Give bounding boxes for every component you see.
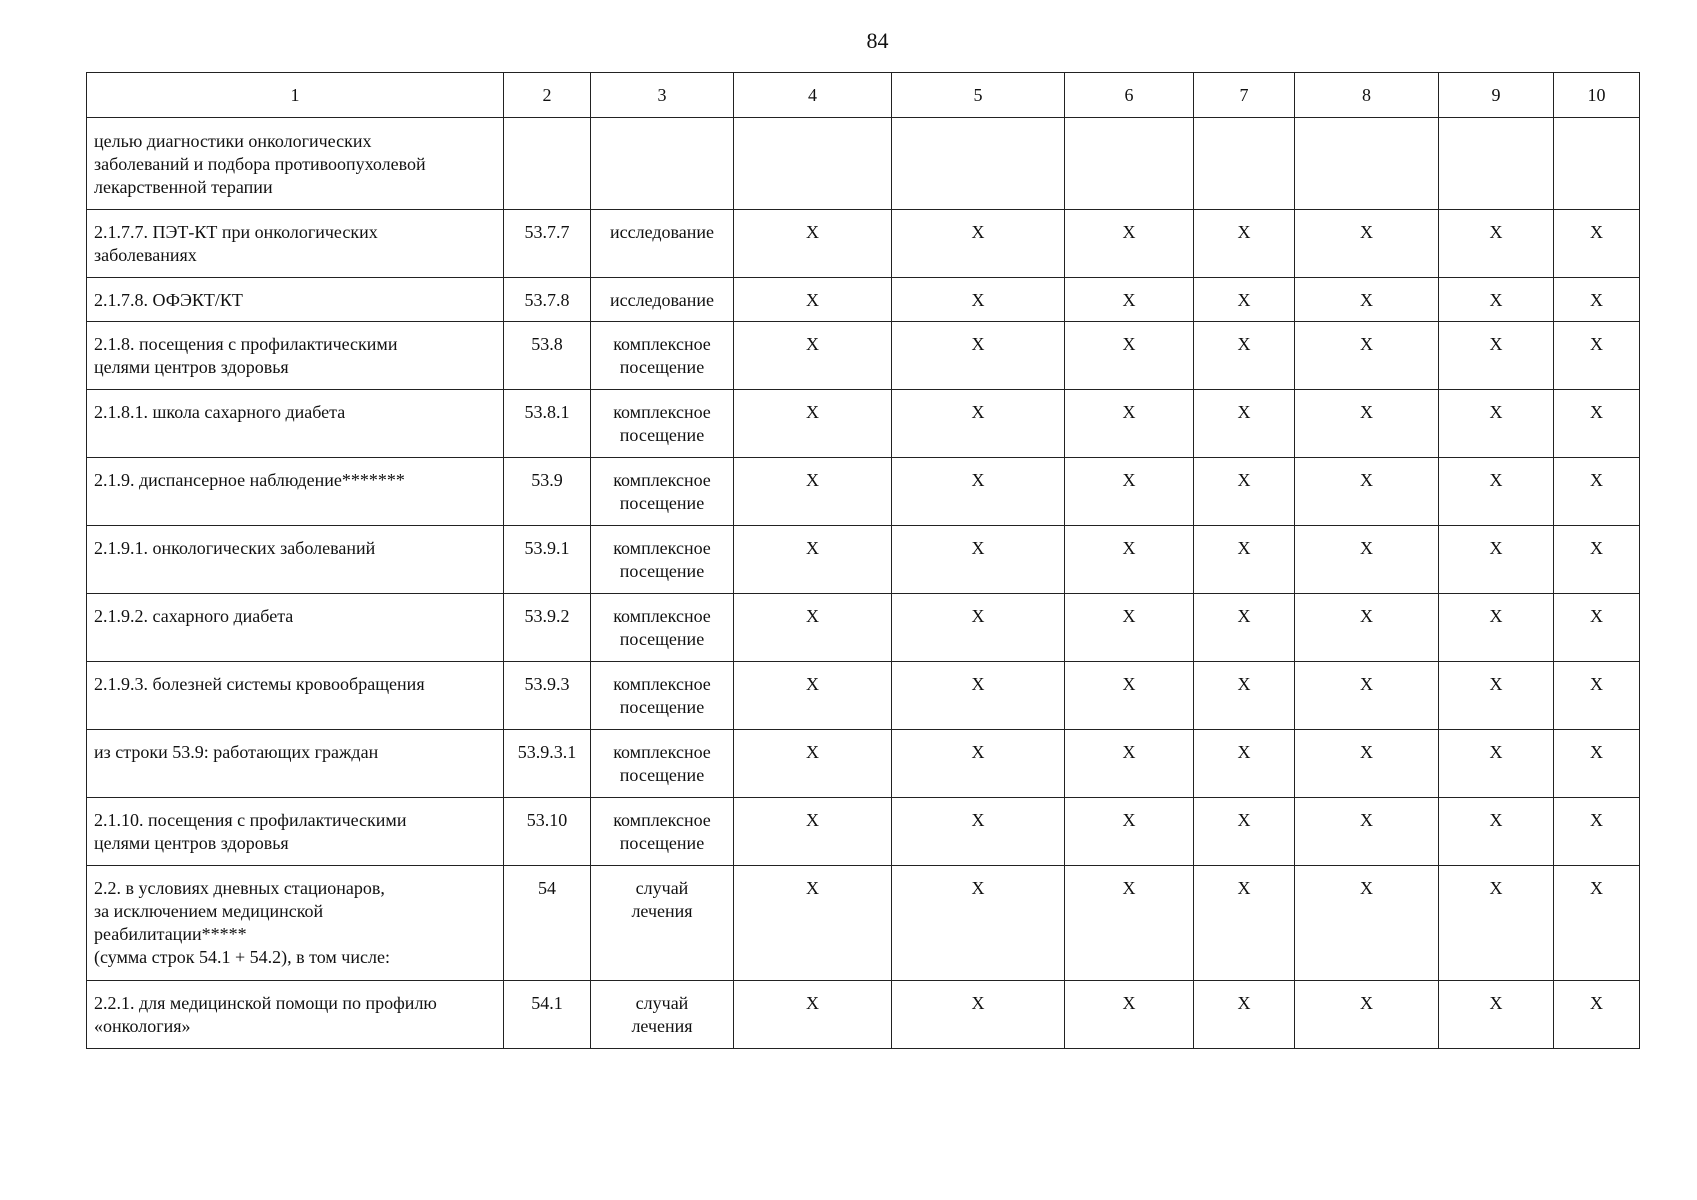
row-value-cell: X [1554, 322, 1640, 390]
row-name: 2.1.7.8. ОФЭКТ/КТ [94, 290, 243, 310]
column-header: 10 [1554, 73, 1640, 118]
row-name: 2.1.10. посещения с профилактическими целями центров здоровья [94, 810, 407, 853]
table-row [87, 798, 1640, 866]
row-value-cell: X [734, 210, 892, 278]
table-row [87, 594, 1640, 662]
row-unit: комплексное посещение [613, 742, 711, 785]
row-value-cell: X [1439, 322, 1554, 390]
row-value-cell: X [1295, 662, 1439, 730]
row-value-cell: X [1554, 390, 1640, 458]
row-value-cell: X [1439, 866, 1554, 981]
row-value-cell: X [1194, 322, 1295, 390]
row-name: 2.1.8.1. школа сахарного диабета [94, 402, 346, 422]
row-name-cell [87, 458, 504, 526]
row-name: 2.2. в условиях дневных стационаров, за исключением медицинской реабилитации***** (сумма строк 54.1 + 54.2), в том числе: [94, 878, 390, 967]
row-value-cell: X [892, 210, 1065, 278]
row-value-cell: X [1194, 210, 1295, 278]
row-value-cell: X [1439, 981, 1554, 1049]
row-value-cell: X [1554, 210, 1640, 278]
row-name-cell [87, 981, 504, 1049]
row-value-cell: X [1065, 390, 1194, 458]
row-value-cell: X [892, 798, 1065, 866]
row-value-cell: X [1194, 278, 1295, 322]
row-value-cell: X [892, 866, 1065, 981]
row-unit-cell [591, 210, 734, 278]
column-header: 9 [1439, 73, 1554, 118]
row-value-cell: X [1295, 210, 1439, 278]
row-value-cell [1295, 118, 1439, 210]
row-unit: исследование [609, 222, 714, 242]
table-row [87, 730, 1640, 798]
row-value-cell: X [1295, 866, 1439, 981]
row-unit-cell [591, 118, 734, 210]
row-value-cell: X [892, 526, 1065, 594]
table-row [87, 866, 1640, 981]
row-name-cell [87, 210, 504, 278]
column-header: 2 [504, 73, 591, 118]
data-table [86, 72, 1640, 1049]
row-value-cell: X [1295, 278, 1439, 322]
row-name: 2.2.1. для медицинской помощи по профилю «онкология» [94, 993, 437, 1036]
row-value-cell: X [734, 662, 892, 730]
row-value-cell: X [1295, 981, 1439, 1049]
row-code: 54 [504, 866, 591, 981]
row-code: 53.7.8 [504, 278, 591, 322]
row-value-cell: X [1295, 730, 1439, 798]
row-value-cell: X [1194, 662, 1295, 730]
row-value-cell: X [734, 798, 892, 866]
row-unit: случай лечения [631, 878, 693, 921]
row-value-cell: X [1439, 526, 1554, 594]
header-row [87, 73, 1640, 118]
row-name: целью диагностики онкологических заболеваний и подбора противоопухолевой лекарственной терапии [94, 131, 426, 197]
row-value-cell: X [1065, 210, 1194, 278]
row-value-cell: X [892, 322, 1065, 390]
row-value-cell: X [1439, 798, 1554, 866]
row-value-cell: X [734, 322, 892, 390]
row-unit-cell [591, 390, 734, 458]
table-row [87, 458, 1640, 526]
table-row [87, 278, 1640, 322]
row-value-cell [1194, 118, 1295, 210]
row-value-cell: X [1295, 390, 1439, 458]
row-value-cell: X [1439, 730, 1554, 798]
row-name: 2.1.9. диспансерное наблюдение******* [94, 470, 405, 490]
row-unit: исследование [609, 290, 714, 310]
row-name-cell [87, 118, 504, 210]
row-code: 53.9.2 [504, 594, 591, 662]
row-name: 2.1.9.2. сахарного диабета [94, 606, 294, 626]
table-row [87, 981, 1640, 1049]
row-unit-cell [591, 866, 734, 981]
table-body [87, 118, 1640, 1049]
row-value-cell: X [1554, 981, 1640, 1049]
row-value-cell: X [1065, 798, 1194, 866]
row-code [504, 118, 591, 210]
row-value-cell: X [1439, 210, 1554, 278]
row-unit: комплексное посещение [613, 334, 711, 377]
column-header: 4 [734, 73, 892, 118]
row-value-cell: X [1295, 322, 1439, 390]
row-value-cell: X [892, 981, 1065, 1049]
row-value-cell [1554, 118, 1640, 210]
row-name-cell [87, 322, 504, 390]
row-value-cell: X [734, 730, 892, 798]
row-value-cell: X [1194, 594, 1295, 662]
row-value-cell: X [1554, 458, 1640, 526]
row-value-cell: X [892, 390, 1065, 458]
row-value-cell: X [1194, 390, 1295, 458]
table-row [87, 118, 1640, 210]
row-code: 53.9 [504, 458, 591, 526]
row-value-cell: X [1554, 278, 1640, 322]
row-code: 53.8.1 [504, 390, 591, 458]
row-code: 53.10 [504, 798, 591, 866]
row-unit-cell [591, 730, 734, 798]
row-value-cell [892, 118, 1065, 210]
row-value-cell: X [892, 458, 1065, 526]
row-value-cell: X [1295, 798, 1439, 866]
row-value-cell [1065, 118, 1194, 210]
row-value-cell: X [1439, 662, 1554, 730]
row-code: 53.9.3.1 [504, 730, 591, 798]
row-value-cell [1439, 118, 1554, 210]
row-value-cell: X [1554, 594, 1640, 662]
row-value-cell: X [1065, 866, 1194, 981]
row-name-cell [87, 526, 504, 594]
row-value-cell: X [1554, 662, 1640, 730]
row-name: 2.1.9.3. болезней системы кровообращения [94, 674, 425, 694]
row-unit-cell [591, 594, 734, 662]
page-number: 84 [866, 28, 889, 53]
row-value-cell: X [892, 730, 1065, 798]
row-unit: комплексное посещение [613, 810, 711, 853]
row-name: 2.1.7.7. ПЭТ-КТ при онкологических заболеваниях [94, 222, 378, 265]
row-value-cell: X [1065, 594, 1194, 662]
row-unit-cell [591, 526, 734, 594]
row-value-cell: X [1439, 458, 1554, 526]
row-unit-cell [591, 798, 734, 866]
row-value-cell: X [1295, 594, 1439, 662]
row-value-cell: X [892, 662, 1065, 730]
row-unit-cell [591, 322, 734, 390]
column-header: 6 [1065, 73, 1194, 118]
row-value-cell: X [1554, 730, 1640, 798]
row-name: 2.1.8. посещения с профилактическими целями центров здоровья [94, 334, 398, 377]
row-value-cell: X [1065, 322, 1194, 390]
column-header: 8 [1295, 73, 1439, 118]
row-name-cell [87, 278, 504, 322]
row-value-cell: X [1439, 594, 1554, 662]
row-value-cell: X [1194, 981, 1295, 1049]
row-unit: комплексное посещение [613, 470, 711, 513]
row-value-cell: X [1065, 458, 1194, 526]
row-unit: комплексное посещение [613, 402, 711, 445]
row-value-cell: X [734, 390, 892, 458]
table-header [87, 73, 1640, 118]
row-value-cell: X [1194, 458, 1295, 526]
table-row [87, 322, 1640, 390]
row-value-cell: X [1439, 390, 1554, 458]
row-name-cell [87, 730, 504, 798]
row-value-cell: X [1439, 278, 1554, 322]
row-name-cell [87, 390, 504, 458]
column-header: 1 [87, 73, 504, 118]
row-value-cell: X [734, 526, 892, 594]
row-name-cell [87, 594, 504, 662]
row-value-cell: X [734, 594, 892, 662]
column-header: 5 [892, 73, 1065, 118]
row-value-cell: X [734, 278, 892, 322]
row-code: 53.9.3 [504, 662, 591, 730]
row-value-cell: X [1554, 798, 1640, 866]
row-unit: комплексное посещение [613, 606, 711, 649]
row-value-cell: X [1065, 662, 1194, 730]
row-value-cell: X [1065, 981, 1194, 1049]
row-value-cell: X [1295, 526, 1439, 594]
table-row [87, 390, 1640, 458]
row-code: 53.8 [504, 322, 591, 390]
row-value-cell: X [1065, 526, 1194, 594]
row-value-cell: X [1295, 458, 1439, 526]
row-value-cell: X [1065, 730, 1194, 798]
column-header: 7 [1194, 73, 1295, 118]
row-value-cell: X [1065, 278, 1194, 322]
row-value-cell: X [1554, 866, 1640, 981]
row-unit-cell [591, 278, 734, 322]
row-name-cell [87, 866, 504, 981]
row-value-cell: X [1194, 866, 1295, 981]
row-unit: случай лечения [631, 993, 693, 1036]
row-code: 53.9.1 [504, 526, 591, 594]
row-value-cell: X [1194, 798, 1295, 866]
row-unit: комплексное посещение [613, 538, 711, 581]
row-value-cell: X [734, 866, 892, 981]
column-header: 3 [591, 73, 734, 118]
table-row [87, 210, 1640, 278]
table-row [87, 526, 1640, 594]
row-name: из строки 53.9: работающих граждан [94, 742, 379, 762]
row-unit-cell [591, 981, 734, 1049]
row-code: 53.7.7 [504, 210, 591, 278]
row-value-cell: X [1554, 526, 1640, 594]
row-value-cell: X [1194, 730, 1295, 798]
row-code: 54.1 [504, 981, 591, 1049]
row-unit: комплексное посещение [613, 674, 711, 717]
row-name: 2.1.9.1. онкологических заболеваний [94, 538, 376, 558]
row-name-cell [87, 662, 504, 730]
row-value-cell: X [734, 458, 892, 526]
row-unit-cell [591, 458, 734, 526]
row-unit-cell [591, 662, 734, 730]
row-value-cell: X [892, 594, 1065, 662]
row-name-cell [87, 798, 504, 866]
row-value-cell: X [892, 278, 1065, 322]
row-value-cell: X [734, 981, 892, 1049]
row-value-cell [734, 118, 892, 210]
row-value-cell: X [1194, 526, 1295, 594]
table-row [87, 662, 1640, 730]
